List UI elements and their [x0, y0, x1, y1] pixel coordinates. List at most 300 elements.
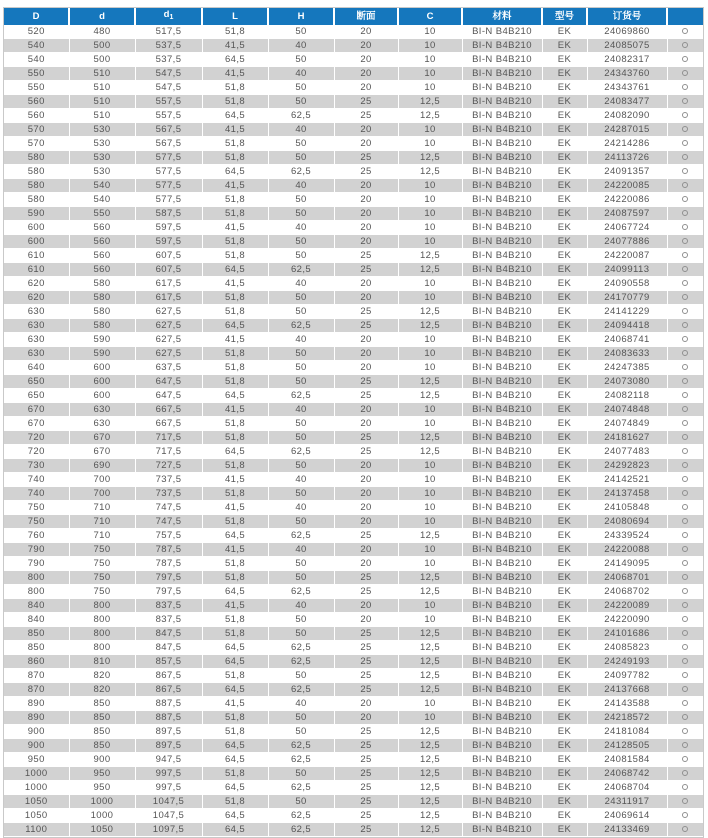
- cell-D: 730: [4, 459, 69, 473]
- table-row: [4, 711, 703, 725]
- cell-d1: 547,5: [135, 81, 202, 95]
- cell-marker: [667, 179, 703, 193]
- cell-D: 600: [4, 235, 69, 249]
- cell-C: 12,5: [398, 753, 462, 767]
- cell-H: 62,5: [268, 739, 334, 753]
- cell-d1: 627,5: [135, 347, 202, 361]
- circle-icon: [682, 658, 688, 664]
- cell-C: 10: [398, 515, 462, 529]
- table-row: [4, 809, 703, 823]
- table-row: [4, 291, 703, 305]
- cell-order-number: 24343760: [587, 67, 667, 81]
- cell-d: 530: [69, 137, 135, 151]
- cell-D: 670: [4, 403, 69, 417]
- cell-order-number: 24137668: [587, 683, 667, 697]
- cell-d: 670: [69, 431, 135, 445]
- cell-d1: 727,5: [135, 459, 202, 473]
- cell-L: 51,8: [202, 417, 268, 431]
- cell-order-number: 24101686: [587, 627, 667, 641]
- cell-H: 62,5: [268, 683, 334, 697]
- cell-d1: 867,5: [135, 669, 202, 683]
- cell-D: 790: [4, 543, 69, 557]
- cell-d: 600: [69, 389, 135, 403]
- cell-section: 20: [334, 291, 398, 305]
- cell-material: BI-N B4B210: [462, 291, 542, 305]
- table-row: [4, 417, 703, 431]
- table-row: [4, 39, 703, 53]
- cell-material: BI-N B4B210: [462, 459, 542, 473]
- cell-d1: 1047,5: [135, 795, 202, 809]
- cell-d: 710: [69, 515, 135, 529]
- cell-section: 25: [334, 445, 398, 459]
- cell-model: EK: [542, 529, 587, 543]
- cell-section: 20: [334, 501, 398, 515]
- cell-D: 630: [4, 347, 69, 361]
- cell-model: EK: [542, 613, 587, 627]
- cell-marker: [667, 655, 703, 669]
- cell-material: BI-N B4B210: [462, 39, 542, 53]
- cell-marker: [667, 627, 703, 641]
- cell-H: 62,5: [268, 585, 334, 599]
- cell-material: BI-N B4B210: [462, 333, 542, 347]
- cell-D: 560: [4, 109, 69, 123]
- cell-material: BI-N B4B210: [462, 221, 542, 235]
- cell-d: 540: [69, 179, 135, 193]
- cell-marker: [667, 487, 703, 501]
- cell-C: 10: [398, 81, 462, 95]
- cell-marker: [667, 319, 703, 333]
- cell-d: 630: [69, 403, 135, 417]
- cell-d: 560: [69, 263, 135, 277]
- cell-order-number: 24094418: [587, 319, 667, 333]
- cell-material: BI-N B4B210: [462, 697, 542, 711]
- cell-order-number: 24220090: [587, 613, 667, 627]
- cell-d: 600: [69, 361, 135, 375]
- cell-section: 25: [334, 739, 398, 753]
- cell-material: BI-N B4B210: [462, 207, 542, 221]
- cell-D: 1050: [4, 795, 69, 809]
- cell-C: 12,5: [398, 809, 462, 823]
- circle-icon: [682, 28, 688, 34]
- cell-model: EK: [542, 25, 587, 39]
- cell-H: 62,5: [268, 655, 334, 669]
- cell-order-number: 24170779: [587, 291, 667, 305]
- cell-d1: 837,5: [135, 613, 202, 627]
- circle-icon: [682, 266, 688, 272]
- cell-material: BI-N B4B210: [462, 571, 542, 585]
- cell-d1: 837,5: [135, 599, 202, 613]
- cell-L: 51,8: [202, 375, 268, 389]
- cell-d1: 667,5: [135, 417, 202, 431]
- cell-order-number: 24074848: [587, 403, 667, 417]
- cell-C: 10: [398, 501, 462, 515]
- cell-L: 51,8: [202, 193, 268, 207]
- cell-section: 20: [334, 557, 398, 571]
- cell-material: BI-N B4B210: [462, 753, 542, 767]
- cell-section: 20: [334, 515, 398, 529]
- cell-L: 64,5: [202, 585, 268, 599]
- cell-section: 20: [334, 487, 398, 501]
- cell-C: 12,5: [398, 683, 462, 697]
- cell-H: 50: [268, 795, 334, 809]
- cell-d1: 747,5: [135, 501, 202, 515]
- cell-D: 520: [4, 25, 69, 39]
- cell-C: 12,5: [398, 529, 462, 543]
- cell-model: EK: [542, 95, 587, 109]
- cell-d1: 517,5: [135, 25, 202, 39]
- cell-order-number: 24247385: [587, 361, 667, 375]
- cell-H: 50: [268, 459, 334, 473]
- cell-section: 25: [334, 823, 398, 837]
- cell-H: 50: [268, 347, 334, 361]
- cell-d1: 587,5: [135, 207, 202, 221]
- cell-L: 41,5: [202, 501, 268, 515]
- cell-L: 51,8: [202, 235, 268, 249]
- cell-order-number: 24080694: [587, 515, 667, 529]
- cell-d1: 637,5: [135, 361, 202, 375]
- cell-model: EK: [542, 151, 587, 165]
- cell-d: 540: [69, 193, 135, 207]
- cell-D: 1100: [4, 823, 69, 837]
- cell-marker: [667, 39, 703, 53]
- cell-material: BI-N B4B210: [462, 473, 542, 487]
- cell-material: BI-N B4B210: [462, 557, 542, 571]
- cell-D: 600: [4, 221, 69, 235]
- circle-icon: [682, 420, 688, 426]
- cell-order-number: 24085075: [587, 39, 667, 53]
- cell-order-number: 24097782: [587, 669, 667, 683]
- circle-icon: [682, 70, 688, 76]
- cell-model: EK: [542, 137, 587, 151]
- cell-d1: 1097,5: [135, 823, 202, 837]
- cell-order-number: 24081584: [587, 753, 667, 767]
- cell-C: 10: [398, 179, 462, 193]
- cell-C: 10: [398, 235, 462, 249]
- cell-d1: 607,5: [135, 249, 202, 263]
- table-row: [4, 781, 703, 795]
- cell-H: 50: [268, 291, 334, 305]
- cell-order-number: 24181084: [587, 725, 667, 739]
- cell-section: 25: [334, 725, 398, 739]
- cell-order-number: 24128505: [587, 739, 667, 753]
- cell-d: 850: [69, 739, 135, 753]
- table-row: [4, 697, 703, 711]
- cell-section: 20: [334, 137, 398, 151]
- cell-L: 51,8: [202, 361, 268, 375]
- cell-section: 25: [334, 389, 398, 403]
- cell-d: 850: [69, 711, 135, 725]
- cell-material: BI-N B4B210: [462, 67, 542, 81]
- cell-marker: [667, 445, 703, 459]
- table-row: [4, 403, 703, 417]
- circle-icon: [682, 644, 688, 650]
- cell-d: 500: [69, 53, 135, 67]
- cell-order-number: 24068704: [587, 781, 667, 795]
- cell-section: 25: [334, 305, 398, 319]
- cell-L: 51,8: [202, 305, 268, 319]
- table-row: [4, 389, 703, 403]
- cell-C: 10: [398, 347, 462, 361]
- cell-L: 64,5: [202, 655, 268, 669]
- cell-C: 12,5: [398, 249, 462, 263]
- cell-order-number: 24142521: [587, 473, 667, 487]
- cell-material: BI-N B4B210: [462, 501, 542, 515]
- cell-order-number: 24073080: [587, 375, 667, 389]
- cell-model: EK: [542, 417, 587, 431]
- cell-L: 51,8: [202, 459, 268, 473]
- col-header-d: d: [69, 8, 135, 25]
- cell-C: 10: [398, 333, 462, 347]
- circle-icon: [682, 616, 688, 622]
- cell-model: EK: [542, 753, 587, 767]
- table-row: [4, 823, 703, 837]
- cell-D: 560: [4, 95, 69, 109]
- table-row: [4, 557, 703, 571]
- cell-d1: 947,5: [135, 753, 202, 767]
- cell-H: 50: [268, 431, 334, 445]
- circle-icon: [682, 182, 688, 188]
- col-header-order-number: 订货号: [587, 8, 667, 25]
- cell-D: 640: [4, 361, 69, 375]
- cell-material: BI-N B4B210: [462, 403, 542, 417]
- cell-C: 12,5: [398, 739, 462, 753]
- cell-H: 50: [268, 235, 334, 249]
- cell-L: 41,5: [202, 543, 268, 557]
- cell-C: 12,5: [398, 571, 462, 585]
- cell-d: 510: [69, 95, 135, 109]
- cell-marker: [667, 697, 703, 711]
- cell-material: BI-N B4B210: [462, 795, 542, 809]
- cell-section: 20: [334, 179, 398, 193]
- cell-d1: 847,5: [135, 627, 202, 641]
- cell-L: 64,5: [202, 53, 268, 67]
- cell-L: 51,8: [202, 249, 268, 263]
- cell-d1: 537,5: [135, 53, 202, 67]
- cell-d: 510: [69, 109, 135, 123]
- catalog-table: [4, 8, 703, 837]
- cell-model: EK: [542, 515, 587, 529]
- cell-d: 530: [69, 165, 135, 179]
- circle-icon: [682, 196, 688, 202]
- cell-material: BI-N B4B210: [462, 515, 542, 529]
- cell-D: 620: [4, 291, 69, 305]
- cell-model: EK: [542, 599, 587, 613]
- table-row: [4, 599, 703, 613]
- cell-section: 20: [334, 193, 398, 207]
- cell-D: 850: [4, 627, 69, 641]
- table-row: [4, 459, 703, 473]
- cell-D: 740: [4, 473, 69, 487]
- cell-H: 40: [268, 179, 334, 193]
- cell-H: 50: [268, 137, 334, 151]
- circle-icon: [682, 546, 688, 552]
- cell-d1: 557,5: [135, 109, 202, 123]
- cell-model: EK: [542, 305, 587, 319]
- cell-marker: [667, 263, 703, 277]
- cell-C: 12,5: [398, 655, 462, 669]
- col-header-model: 型号: [542, 8, 587, 25]
- col-header-L: L: [202, 8, 268, 25]
- cell-d1: 887,5: [135, 697, 202, 711]
- circle-icon: [682, 728, 688, 734]
- cell-d1: 627,5: [135, 319, 202, 333]
- cell-C: 10: [398, 557, 462, 571]
- cell-d1: 597,5: [135, 221, 202, 235]
- cell-d: 600: [69, 375, 135, 389]
- table-row: [4, 501, 703, 515]
- cell-D: 610: [4, 263, 69, 277]
- cell-material: BI-N B4B210: [462, 123, 542, 137]
- cell-marker: [667, 473, 703, 487]
- col-header-C: C: [398, 8, 462, 25]
- cell-marker: [667, 403, 703, 417]
- cell-section: 25: [334, 655, 398, 669]
- cell-D: 750: [4, 515, 69, 529]
- table-row: [4, 795, 703, 809]
- cell-model: EK: [542, 347, 587, 361]
- cell-C: 10: [398, 473, 462, 487]
- circle-icon: [682, 168, 688, 174]
- cell-d: 670: [69, 445, 135, 459]
- cell-material: BI-N B4B210: [462, 347, 542, 361]
- cell-material: BI-N B4B210: [462, 599, 542, 613]
- cell-material: BI-N B4B210: [462, 193, 542, 207]
- cell-H: 62,5: [268, 389, 334, 403]
- cell-D: 740: [4, 487, 69, 501]
- cell-marker: [667, 305, 703, 319]
- cell-D: 870: [4, 669, 69, 683]
- cell-marker: [667, 221, 703, 235]
- circle-icon: [682, 826, 688, 832]
- cell-section: 25: [334, 781, 398, 795]
- cell-C: 10: [398, 25, 462, 39]
- cell-H: 50: [268, 361, 334, 375]
- cell-H: 62,5: [268, 641, 334, 655]
- circle-icon: [682, 392, 688, 398]
- circle-icon: [682, 602, 688, 608]
- cell-model: EK: [542, 81, 587, 95]
- cell-model: EK: [542, 725, 587, 739]
- circle-icon: [682, 154, 688, 160]
- cell-marker: [667, 53, 703, 67]
- cell-model: EK: [542, 263, 587, 277]
- table-row: [4, 67, 703, 81]
- cell-L: 64,5: [202, 641, 268, 655]
- cell-marker: [667, 515, 703, 529]
- cell-order-number: 24090558: [587, 277, 667, 291]
- cell-material: BI-N B4B210: [462, 417, 542, 431]
- cell-d1: 647,5: [135, 389, 202, 403]
- cell-d1: 597,5: [135, 235, 202, 249]
- cell-model: EK: [542, 235, 587, 249]
- cell-L: 51,8: [202, 669, 268, 683]
- cell-marker: [667, 571, 703, 585]
- cell-H: 50: [268, 305, 334, 319]
- cell-H: 50: [268, 207, 334, 221]
- circle-icon: [682, 252, 688, 258]
- cell-C: 12,5: [398, 375, 462, 389]
- cell-H: 50: [268, 249, 334, 263]
- table-row: [4, 235, 703, 249]
- table-row: [4, 277, 703, 291]
- cell-model: EK: [542, 109, 587, 123]
- circle-icon: [682, 560, 688, 566]
- cell-C: 12,5: [398, 823, 462, 837]
- cell-L: 51,8: [202, 137, 268, 151]
- col-header-section: 断面: [334, 8, 398, 25]
- cell-H: 50: [268, 375, 334, 389]
- table-row: [4, 95, 703, 109]
- cell-d1: 847,5: [135, 641, 202, 655]
- cell-section: 25: [334, 109, 398, 123]
- cell-marker: [667, 137, 703, 151]
- cell-material: BI-N B4B210: [462, 109, 542, 123]
- cell-material: BI-N B4B210: [462, 655, 542, 669]
- cell-d1: 737,5: [135, 473, 202, 487]
- cell-C: 12,5: [398, 109, 462, 123]
- cell-H: 50: [268, 571, 334, 585]
- table-row: [4, 193, 703, 207]
- cell-model: EK: [542, 501, 587, 515]
- cell-d1: 577,5: [135, 151, 202, 165]
- cell-H: 40: [268, 123, 334, 137]
- cell-d: 580: [69, 291, 135, 305]
- cell-section: 25: [334, 767, 398, 781]
- circle-icon: [682, 126, 688, 132]
- cell-order-number: 24181627: [587, 431, 667, 445]
- circle-icon: [682, 630, 688, 636]
- cell-L: 41,5: [202, 67, 268, 81]
- cell-order-number: 24083477: [587, 95, 667, 109]
- cell-section: 20: [334, 53, 398, 67]
- cell-marker: [667, 599, 703, 613]
- cell-order-number: 24218572: [587, 711, 667, 725]
- cell-model: EK: [542, 375, 587, 389]
- cell-order-number: 24292823: [587, 459, 667, 473]
- cell-d1: 897,5: [135, 739, 202, 753]
- cell-d: 800: [69, 627, 135, 641]
- cell-L: 51,8: [202, 25, 268, 39]
- cell-D: 590: [4, 207, 69, 221]
- table-row: [4, 137, 703, 151]
- cell-d1: 737,5: [135, 487, 202, 501]
- cell-section: 25: [334, 641, 398, 655]
- cell-C: 12,5: [398, 781, 462, 795]
- cell-D: 620: [4, 277, 69, 291]
- circle-icon: [682, 476, 688, 482]
- cell-model: EK: [542, 767, 587, 781]
- cell-section: 25: [334, 627, 398, 641]
- cell-C: 10: [398, 277, 462, 291]
- cell-material: BI-N B4B210: [462, 95, 542, 109]
- table-header: [4, 8, 703, 25]
- cell-D: 580: [4, 179, 69, 193]
- cell-d: 800: [69, 599, 135, 613]
- cell-C: 12,5: [398, 585, 462, 599]
- cell-d1: 997,5: [135, 781, 202, 795]
- cell-C: 12,5: [398, 431, 462, 445]
- cell-C: 10: [398, 487, 462, 501]
- circle-icon: [682, 378, 688, 384]
- cell-section: 25: [334, 529, 398, 543]
- cell-D: 950: [4, 753, 69, 767]
- circle-icon: [682, 140, 688, 146]
- table-row: [4, 627, 703, 641]
- cell-L: 51,8: [202, 725, 268, 739]
- cell-D: 580: [4, 165, 69, 179]
- cell-material: BI-N B4B210: [462, 137, 542, 151]
- table-row: [4, 109, 703, 123]
